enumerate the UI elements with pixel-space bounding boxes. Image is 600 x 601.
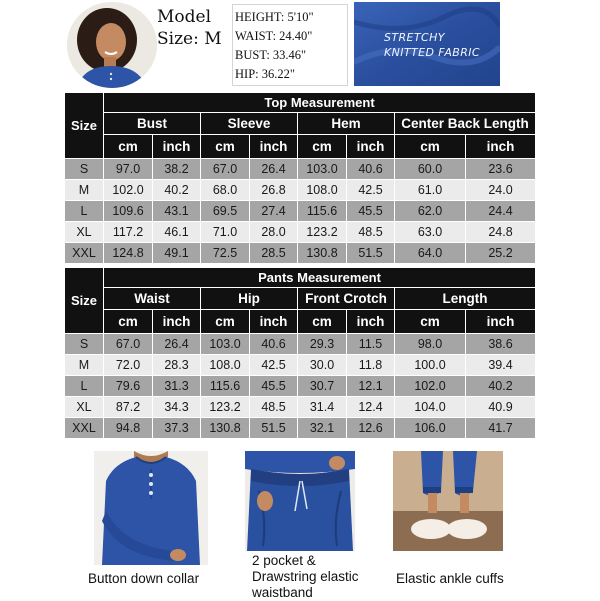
fabric-label-line2: KNITTED FABRIC	[384, 46, 480, 59]
top-table-title: Top Measurement	[104, 93, 536, 113]
top-group-bust: Bust	[104, 113, 201, 135]
measurement-cell: 51.5	[347, 243, 395, 264]
drawstring-waistband-image	[245, 451, 355, 551]
measurement-cell: 26.4	[250, 159, 298, 180]
model-hip: HIP: 36.22"	[235, 67, 295, 81]
measurement-cell: 12.1	[347, 376, 395, 397]
slipper-icon	[411, 519, 451, 539]
pants-group-hip: Hip	[201, 288, 298, 310]
size-cell: XXL	[65, 243, 104, 264]
measurement-cell: 98.0	[395, 334, 466, 355]
measurement-cell: 117.2	[104, 222, 153, 243]
measurement-cell: 123.2	[298, 222, 347, 243]
measurement-cell: 48.5	[250, 397, 298, 418]
table-row	[65, 376, 536, 397]
model-portrait	[67, 2, 157, 88]
pants-group-waist: Waist	[104, 288, 201, 310]
measurement-cell: 72.0	[104, 355, 153, 376]
top-group-center-back-length: Center Back Length	[395, 113, 536, 135]
measurement-cell: 130.8	[201, 418, 250, 439]
shirt-button-icon	[149, 473, 153, 477]
pants-size-header: Size	[65, 268, 104, 334]
measurement-cell: 115.6	[201, 376, 250, 397]
measurement-cell: 61.0	[395, 180, 466, 201]
photo-drawstring-waistband	[245, 451, 355, 551]
top-size-header: Size	[65, 93, 104, 159]
measurement-cell: 26.8	[250, 180, 298, 201]
measurement-cell: 68.0	[201, 180, 250, 201]
measurement-cell: 38.6	[466, 334, 536, 355]
caption-drawstring-waistband	[252, 553, 359, 601]
measurement-cell: 60.0	[395, 159, 466, 180]
measurement-cell: 46.1	[153, 222, 201, 243]
pants-unit: cm	[395, 310, 466, 334]
measurement-cell: 43.1	[153, 201, 201, 222]
table-row	[65, 243, 536, 264]
pants-group-length: Length	[395, 288, 536, 310]
measurement-cell: 124.8	[104, 243, 153, 264]
photo-button-collar	[94, 451, 208, 565]
pants-unit: inch	[153, 310, 201, 334]
measurement-cell: 106.0	[395, 418, 466, 439]
measurement-cell: 38.2	[153, 159, 201, 180]
top-measurement-table	[64, 92, 536, 264]
caption-ankle-cuffs: Elastic ankle cuffs	[396, 571, 504, 586]
table-row	[65, 222, 536, 243]
measurement-cell: 11.8	[347, 355, 395, 376]
measurement-cell: 31.3	[153, 376, 201, 397]
pants-unit: cm	[104, 310, 153, 334]
table-row	[65, 418, 536, 439]
measurement-cell: 23.6	[466, 159, 536, 180]
measurement-cell: 28.0	[250, 222, 298, 243]
measurement-cell: 26.4	[153, 334, 201, 355]
measurement-cell: 109.6	[104, 201, 153, 222]
table-row	[65, 159, 536, 180]
model-avatar	[67, 2, 157, 88]
measurement-cell: 24.0	[466, 180, 536, 201]
measurement-cell: 103.0	[201, 334, 250, 355]
model-label: Model	[157, 7, 212, 27]
measurement-cell: 30.7	[298, 376, 347, 397]
measurement-cell: 42.5	[347, 180, 395, 201]
measurement-cell: 12.4	[347, 397, 395, 418]
photo-ankle-cuffs	[393, 451, 503, 551]
measurement-cell: 94.8	[104, 418, 153, 439]
measurement-cell: 87.2	[104, 397, 153, 418]
caption-drawstring-text: 2 pocket & Drawstring elastic waistband	[252, 553, 359, 600]
measurement-cell: 25.2	[466, 243, 536, 264]
top-unit: inch	[153, 135, 201, 159]
top-unit: inch	[466, 135, 536, 159]
measurement-cell: 72.5	[201, 243, 250, 264]
measurement-cell: 24.4	[466, 201, 536, 222]
shirt-button-icon	[149, 491, 153, 495]
measurement-cell: 34.3	[153, 397, 201, 418]
measurement-cell: 28.5	[250, 243, 298, 264]
pants-unit: cm	[298, 310, 347, 334]
model-height: HEIGHT: 5'10"	[235, 10, 314, 24]
measurement-cell: 108.0	[201, 355, 250, 376]
size-cell: M	[65, 180, 104, 201]
measurement-cell: 71.0	[201, 222, 250, 243]
measurement-cell: 64.0	[395, 243, 466, 264]
measurement-cell: 37.3	[153, 418, 201, 439]
model-bust: BUST: 33.46"	[235, 48, 307, 62]
table-row	[65, 201, 536, 222]
measurement-cell: 31.4	[298, 397, 347, 418]
measurement-cell: 67.0	[201, 159, 250, 180]
measurement-cell: 11.5	[347, 334, 395, 355]
measurement-cell: 102.0	[104, 180, 153, 201]
measurement-cell: 39.4	[466, 355, 536, 376]
measurement-cell: 62.0	[395, 201, 466, 222]
measurement-cell: 30.0	[298, 355, 347, 376]
pants-unit: inch	[466, 310, 536, 334]
top-group-sleeve: Sleeve	[201, 113, 298, 135]
measurement-cell: 48.5	[347, 222, 395, 243]
size-cell: S	[65, 159, 104, 180]
table-row	[65, 355, 536, 376]
measurement-cell: 24.8	[466, 222, 536, 243]
measurement-cell: 12.6	[347, 418, 395, 439]
measurement-cell: 40.2	[153, 180, 201, 201]
model-waist: WAIST: 24.40"	[235, 29, 313, 43]
model-size: Size: M	[157, 29, 222, 49]
measurement-cell: 28.3	[153, 355, 201, 376]
measurement-cell: 49.1	[153, 243, 201, 264]
ankle-cuffs-image	[393, 451, 503, 551]
measurement-cell: 27.4	[250, 201, 298, 222]
top-group-hem: Hem	[298, 113, 395, 135]
measurement-cell: 32.1	[298, 418, 347, 439]
table-row	[65, 334, 536, 355]
measurement-cell: 97.0	[104, 159, 153, 180]
measurement-cell: 104.0	[395, 397, 466, 418]
shirt-button-icon	[149, 482, 153, 486]
pants-table-title: Pants Measurement	[104, 268, 536, 288]
top-unit: cm	[395, 135, 466, 159]
pants-unit: inch	[250, 310, 298, 334]
size-cell: M	[65, 355, 104, 376]
size-cell: XL	[65, 222, 104, 243]
size-cell: XL	[65, 397, 104, 418]
size-cell: L	[65, 376, 104, 397]
pants-unit: inch	[347, 310, 395, 334]
measurement-cell: 79.6	[104, 376, 153, 397]
measurement-cell: 40.6	[347, 159, 395, 180]
measurement-cell: 130.8	[298, 243, 347, 264]
caption-button-collar: Button down collar	[88, 571, 200, 586]
size-cell: XXL	[65, 418, 104, 439]
pants-unit: cm	[201, 310, 250, 334]
size-cell: L	[65, 201, 104, 222]
measurement-cell: 40.6	[250, 334, 298, 355]
measurement-cell: 102.0	[395, 376, 466, 397]
button-collar-image	[94, 451, 208, 565]
top-unit: cm	[201, 135, 250, 159]
measurement-cell: 67.0	[104, 334, 153, 355]
measurement-cell: 40.2	[466, 376, 536, 397]
measurement-cell: 63.0	[395, 222, 466, 243]
measurement-cell: 115.6	[298, 201, 347, 222]
top-unit: inch	[250, 135, 298, 159]
measurement-cell: 123.2	[201, 397, 250, 418]
fabric-label	[384, 30, 480, 60]
measurement-cell: 41.7	[466, 418, 536, 439]
measurement-cell: 51.5	[250, 418, 298, 439]
top-unit: inch	[347, 135, 395, 159]
measurement-cell: 100.0	[395, 355, 466, 376]
model-stats	[232, 4, 348, 86]
slipper-icon	[447, 519, 487, 539]
measurement-cell: 42.5	[250, 355, 298, 376]
fabric-swatch	[354, 2, 500, 86]
measurement-cell: 69.5	[201, 201, 250, 222]
measurement-cell: 45.5	[250, 376, 298, 397]
measurement-cell: 103.0	[298, 159, 347, 180]
pants-group-front-crotch: Front Crotch	[298, 288, 395, 310]
model-size-box	[157, 6, 222, 50]
pants-measurement-table	[64, 267, 536, 439]
measurement-cell: 45.5	[347, 201, 395, 222]
table-row	[65, 180, 536, 201]
fabric-label-line1: STRETCHY	[384, 31, 445, 44]
top-unit: cm	[104, 135, 153, 159]
table-row	[65, 397, 536, 418]
top-unit: cm	[298, 135, 347, 159]
measurement-cell: 108.0	[298, 180, 347, 201]
measurement-cell: 40.9	[466, 397, 536, 418]
size-cell: S	[65, 334, 104, 355]
measurement-cell: 29.3	[298, 334, 347, 355]
